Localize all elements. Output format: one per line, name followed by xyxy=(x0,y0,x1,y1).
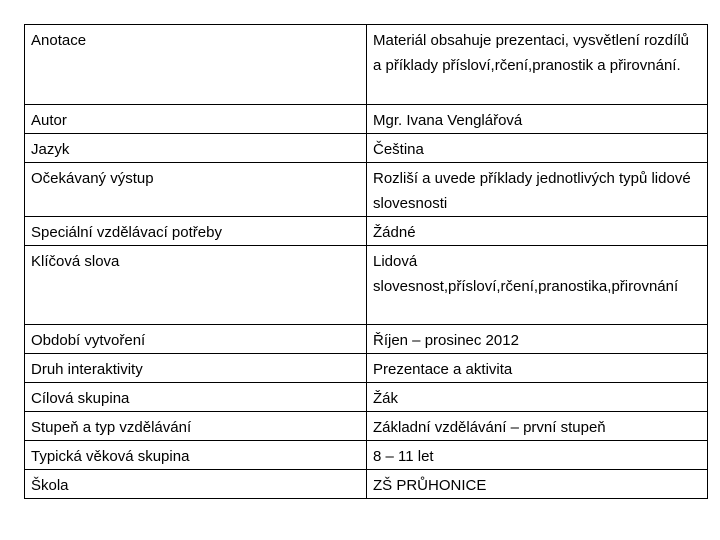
row-label: Anotace xyxy=(25,25,367,105)
table-row-ocekavany-vystup xyxy=(25,163,708,217)
row-label: Druh interaktivity xyxy=(25,354,367,383)
row-value: Mgr. Ivana Venglářová xyxy=(367,105,708,134)
row-label: Speciální vzdělávací potřeby xyxy=(25,217,367,246)
table-row-specialni-potreby xyxy=(25,217,708,246)
row-value: Lidová slovesnost,přísloví,rčení,pranostika,přirovnání xyxy=(367,246,708,325)
row-label: Klíčová slova xyxy=(25,246,367,325)
row-label: Jazyk xyxy=(25,134,367,163)
table-row-autor xyxy=(25,105,708,134)
row-value: 8 – 11 let xyxy=(367,441,708,470)
row-value: Rozliší a uvede příklady jednotlivých typů lidové slovesnosti xyxy=(367,163,708,217)
table-row-vekova-skupina xyxy=(25,441,708,470)
row-label: Typická věková skupina xyxy=(25,441,367,470)
row-value: Žák xyxy=(367,383,708,412)
metadata-table xyxy=(24,24,708,499)
row-label: Očekávaný výstup xyxy=(25,163,367,217)
table-row-klicova-slova xyxy=(25,246,708,325)
table-row-skola xyxy=(25,470,708,499)
row-label: Období vytvoření xyxy=(25,325,367,354)
row-value: Materiál obsahuje prezentaci, vysvětlení rozdílů a příklady přísloví,rčení,pranostik a přirovnání. xyxy=(367,25,708,105)
row-value: Čeština xyxy=(367,134,708,163)
row-value: Říjen – prosinec 2012 xyxy=(367,325,708,354)
table-row-anotace xyxy=(25,25,708,105)
table-row-cilova-skupina xyxy=(25,383,708,412)
row-label: Autor xyxy=(25,105,367,134)
row-label: Stupeň a typ vzdělávání xyxy=(25,412,367,441)
table-row-jazyk xyxy=(25,134,708,163)
row-label: Škola xyxy=(25,470,367,499)
row-value: Základní vzdělávání – první stupeň xyxy=(367,412,708,441)
row-value: Žádné xyxy=(367,217,708,246)
table-row-obdobi-vytvoreni xyxy=(25,325,708,354)
row-label: Cílová skupina xyxy=(25,383,367,412)
row-value: ZŠ PRŮHONICE xyxy=(367,470,708,499)
table-row-stupen-vzdelavani xyxy=(25,412,708,441)
table-row-druh-interaktivity xyxy=(25,354,708,383)
row-value: Prezentace a aktivita xyxy=(367,354,708,383)
